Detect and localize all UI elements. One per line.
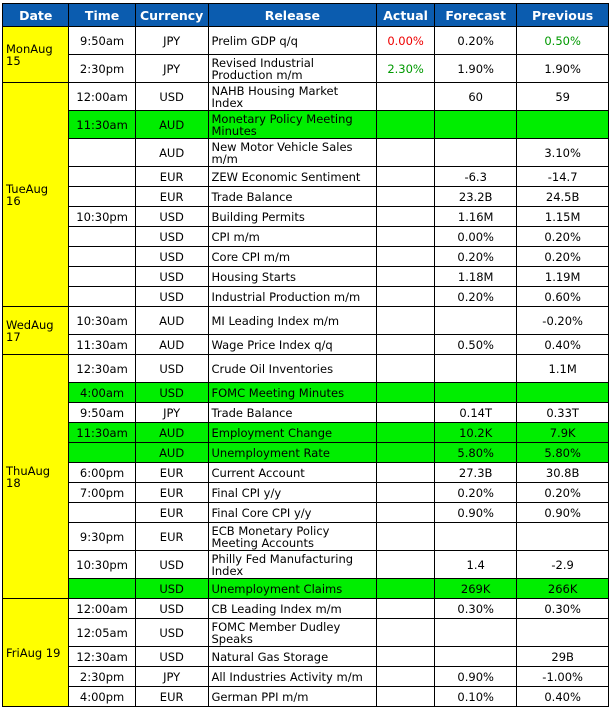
time-cell [69, 227, 135, 247]
forecast-cell: 0.20% [435, 27, 517, 55]
release-cell: Building Permits [208, 207, 377, 227]
release-cell: CB Leading Index m/m [208, 599, 377, 619]
forecast-cell: 1.18M [435, 267, 517, 287]
previous-cell [517, 111, 609, 139]
forecast-cell: 5.80% [435, 443, 517, 463]
release-cell: New Motor Vehicle Sales m/m [208, 139, 377, 167]
forecast-cell: 1.4 [435, 551, 517, 579]
table-row [3, 139, 609, 167]
previous-cell: -0.20% [517, 307, 609, 335]
actual-cell [377, 187, 435, 207]
currency-cell: AUD [135, 139, 208, 167]
forecast-cell [435, 619, 517, 647]
time-cell: 7:00pm [69, 483, 135, 503]
previous-cell: 0.33T [517, 403, 609, 423]
actual-cell [377, 483, 435, 503]
previous-cell: 0.20% [517, 227, 609, 247]
release-cell: Current Account [208, 463, 377, 483]
previous-cell: 59 [517, 83, 609, 111]
header-release: Release [208, 4, 377, 27]
actual-cell: 2.30% [377, 55, 435, 83]
currency-cell: AUD [135, 111, 208, 139]
table-row [3, 619, 609, 647]
currency-cell: USD [135, 247, 208, 267]
currency-cell: AUD [135, 443, 208, 463]
release-cell: Final CPI y/y [208, 483, 377, 503]
release-cell: Revised Industrial Production m/m [208, 55, 377, 83]
actual-cell [377, 523, 435, 551]
release-cell: Industrial Production m/m [208, 287, 377, 307]
release-cell: Prelim GDP q/q [208, 27, 377, 55]
forecast-cell [435, 383, 517, 403]
table-row [3, 287, 609, 307]
release-cell: Natural Gas Storage [208, 647, 377, 667]
time-cell: 9:30pm [69, 523, 135, 551]
previous-cell: 30.8B [517, 463, 609, 483]
time-cell [69, 267, 135, 287]
table-row [3, 667, 609, 687]
actual-cell [377, 579, 435, 599]
time-cell [69, 579, 135, 599]
previous-cell: 0.30% [517, 599, 609, 619]
time-cell [69, 443, 135, 463]
previous-cell: 24.5B [517, 187, 609, 207]
table-row [3, 83, 609, 111]
actual-cell [377, 267, 435, 287]
table-row [3, 443, 609, 463]
previous-cell: 1.1M [517, 355, 609, 383]
time-cell: 10:30am [69, 307, 135, 335]
table-row [3, 483, 609, 503]
time-cell [69, 247, 135, 267]
previous-cell: 0.20% [517, 247, 609, 267]
previous-cell [517, 523, 609, 551]
actual-cell [377, 227, 435, 247]
release-cell: FOMC Meeting Minutes [208, 383, 377, 403]
release-cell: Unemployment Rate [208, 443, 377, 463]
currency-cell: USD [135, 599, 208, 619]
time-cell: 6:00pm [69, 463, 135, 483]
previous-cell: -2.9 [517, 551, 609, 579]
table-row [3, 207, 609, 227]
currency-cell: EUR [135, 187, 208, 207]
release-cell: Trade Balance [208, 187, 377, 207]
previous-cell: 0.60% [517, 287, 609, 307]
table-row [3, 55, 609, 83]
table-row [3, 383, 609, 403]
release-cell: All Industries Activity m/m [208, 667, 377, 687]
time-cell: 11:30am [69, 335, 135, 355]
forecast-cell [435, 139, 517, 167]
actual-cell [377, 667, 435, 687]
header-row [3, 4, 609, 27]
table-row [3, 307, 609, 335]
table-row [3, 579, 609, 599]
date-cell: WedAug 17 [3, 307, 69, 355]
currency-cell: JPY [135, 667, 208, 687]
release-cell: Final Core CPI y/y [208, 503, 377, 523]
calendar-body [3, 27, 609, 707]
forecast-cell: 0.00% [435, 227, 517, 247]
release-cell: Unemployment Claims [208, 579, 377, 599]
actual-cell [377, 307, 435, 335]
actual-cell [377, 139, 435, 167]
currency-cell: USD [135, 267, 208, 287]
currency-cell: USD [135, 207, 208, 227]
forecast-cell: 269K [435, 579, 517, 599]
table-row [3, 523, 609, 551]
time-cell: 10:30pm [69, 551, 135, 579]
actual-cell [377, 111, 435, 139]
forecast-cell: 0.20% [435, 483, 517, 503]
forecast-cell: 0.20% [435, 247, 517, 267]
time-cell: 11:30am [69, 111, 135, 139]
currency-cell: USD [135, 227, 208, 247]
previous-cell: 0.20% [517, 483, 609, 503]
forecast-cell [435, 355, 517, 383]
currency-cell: USD [135, 383, 208, 403]
previous-cell: 1.19M [517, 267, 609, 287]
forecast-cell: 60 [435, 83, 517, 111]
previous-cell: 0.90% [517, 503, 609, 523]
currency-cell: USD [135, 579, 208, 599]
header-previous: Previous [517, 4, 609, 27]
economic-calendar-table [2, 3, 609, 707]
previous-cell: 7.9K [517, 423, 609, 443]
date-cell: MonAug 15 [3, 27, 69, 83]
forecast-cell: 0.90% [435, 667, 517, 687]
actual-cell [377, 463, 435, 483]
date-cell: TueAug 16 [3, 83, 69, 307]
previous-cell: 0.40% [517, 687, 609, 707]
forecast-cell: 1.90% [435, 55, 517, 83]
release-cell: NAHB Housing Market Index [208, 83, 377, 111]
time-cell [69, 287, 135, 307]
table-row [3, 403, 609, 423]
time-cell: 11:30am [69, 423, 135, 443]
actual-cell [377, 687, 435, 707]
header-actual: Actual [377, 4, 435, 27]
actual-cell [377, 551, 435, 579]
currency-cell: EUR [135, 483, 208, 503]
release-cell: Housing Starts [208, 267, 377, 287]
forecast-cell: 0.30% [435, 599, 517, 619]
table-row [3, 187, 609, 207]
currency-cell: EUR [135, 523, 208, 551]
actual-cell [377, 207, 435, 227]
actual-cell [377, 503, 435, 523]
previous-cell: 29B [517, 647, 609, 667]
currency-cell: USD [135, 83, 208, 111]
release-cell: Monetary Policy Meeting Minutes [208, 111, 377, 139]
actual-cell [377, 443, 435, 463]
currency-cell: EUR [135, 503, 208, 523]
header-forecast: Forecast [435, 4, 517, 27]
release-cell: German PPI m/m [208, 687, 377, 707]
release-cell: ECB Monetary Policy Meeting Accounts [208, 523, 377, 551]
header-currency: Currency [135, 4, 208, 27]
forecast-cell [435, 523, 517, 551]
actual-cell [377, 287, 435, 307]
previous-cell [517, 383, 609, 403]
forecast-cell: -6.3 [435, 167, 517, 187]
release-cell: Philly Fed Manufacturing Index [208, 551, 377, 579]
actual-cell [377, 403, 435, 423]
forecast-cell: 0.20% [435, 287, 517, 307]
currency-cell: JPY [135, 55, 208, 83]
previous-cell: 5.80% [517, 443, 609, 463]
forecast-cell: 10.2K [435, 423, 517, 443]
forecast-cell: 0.14T [435, 403, 517, 423]
previous-cell: 0.50% [517, 27, 609, 55]
time-cell: 12:00am [69, 599, 135, 619]
release-cell: Trade Balance [208, 403, 377, 423]
time-cell: 12:00am [69, 83, 135, 111]
currency-cell: USD [135, 619, 208, 647]
previous-cell: 1.15M [517, 207, 609, 227]
actual-cell [377, 335, 435, 355]
table-row [3, 355, 609, 383]
currency-cell: JPY [135, 27, 208, 55]
currency-cell: EUR [135, 687, 208, 707]
actual-cell [377, 355, 435, 383]
time-cell: 9:50am [69, 403, 135, 423]
time-cell [69, 187, 135, 207]
currency-cell: USD [135, 287, 208, 307]
previous-cell: 266K [517, 579, 609, 599]
currency-cell: EUR [135, 167, 208, 187]
table-row [3, 335, 609, 355]
currency-cell: EUR [135, 463, 208, 483]
release-cell: CPI m/m [208, 227, 377, 247]
table-row [3, 227, 609, 247]
previous-cell [517, 619, 609, 647]
time-cell: 4:00am [69, 383, 135, 403]
previous-cell: 3.10% [517, 139, 609, 167]
time-cell: 9:50am [69, 27, 135, 55]
time-cell: 12:05am [69, 619, 135, 647]
table-row [3, 27, 609, 55]
time-cell [69, 167, 135, 187]
currency-cell: USD [135, 551, 208, 579]
currency-cell: AUD [135, 307, 208, 335]
release-cell: Crude Oil Inventories [208, 355, 377, 383]
release-cell: Wage Price Index q/q [208, 335, 377, 355]
release-cell: FOMC Member Dudley Speaks [208, 619, 377, 647]
forecast-cell [435, 307, 517, 335]
date-cell: FriAug 19 [3, 599, 69, 707]
time-cell: 2:30pm [69, 667, 135, 687]
date-cell: ThuAug 18 [3, 355, 69, 599]
table-row [3, 267, 609, 287]
actual-cell [377, 167, 435, 187]
table-row [3, 167, 609, 187]
time-cell [69, 503, 135, 523]
currency-cell: AUD [135, 423, 208, 443]
currency-cell: AUD [135, 335, 208, 355]
time-cell: 12:30am [69, 647, 135, 667]
actual-cell [377, 619, 435, 647]
forecast-cell: 0.90% [435, 503, 517, 523]
actual-cell [377, 247, 435, 267]
release-cell: Core CPI m/m [208, 247, 377, 267]
time-cell: 2:30pm [69, 55, 135, 83]
actual-cell [377, 83, 435, 111]
table-row [3, 463, 609, 483]
forecast-cell: 23.2B [435, 187, 517, 207]
forecast-cell: 27.3B [435, 463, 517, 483]
currency-cell: JPY [135, 403, 208, 423]
actual-cell [377, 599, 435, 619]
actual-cell [377, 647, 435, 667]
header-time: Time [69, 4, 135, 27]
currency-cell: USD [135, 647, 208, 667]
header-date: Date [3, 4, 69, 27]
forecast-cell: 1.16M [435, 207, 517, 227]
forecast-cell [435, 111, 517, 139]
table-row [3, 647, 609, 667]
actual-cell [377, 383, 435, 403]
release-cell: Employment Change [208, 423, 377, 443]
forecast-cell [435, 647, 517, 667]
actual-cell: 0.00% [377, 27, 435, 55]
release-cell: MI Leading Index m/m [208, 307, 377, 335]
time-cell: 4:00pm [69, 687, 135, 707]
forecast-cell: 0.50% [435, 335, 517, 355]
previous-cell: 0.40% [517, 335, 609, 355]
forecast-cell: 0.10% [435, 687, 517, 707]
table-row [3, 111, 609, 139]
time-cell: 10:30pm [69, 207, 135, 227]
release-cell: ZEW Economic Sentiment [208, 167, 377, 187]
table-row [3, 551, 609, 579]
table-row [3, 423, 609, 443]
time-cell [69, 139, 135, 167]
table-row [3, 247, 609, 267]
time-cell: 12:30am [69, 355, 135, 383]
table-row [3, 503, 609, 523]
table-row [3, 687, 609, 707]
currency-cell: USD [135, 355, 208, 383]
previous-cell: -1.00% [517, 667, 609, 687]
previous-cell: 1.90% [517, 55, 609, 83]
actual-cell [377, 423, 435, 443]
table-row [3, 599, 609, 619]
previous-cell: -14.7 [517, 167, 609, 187]
